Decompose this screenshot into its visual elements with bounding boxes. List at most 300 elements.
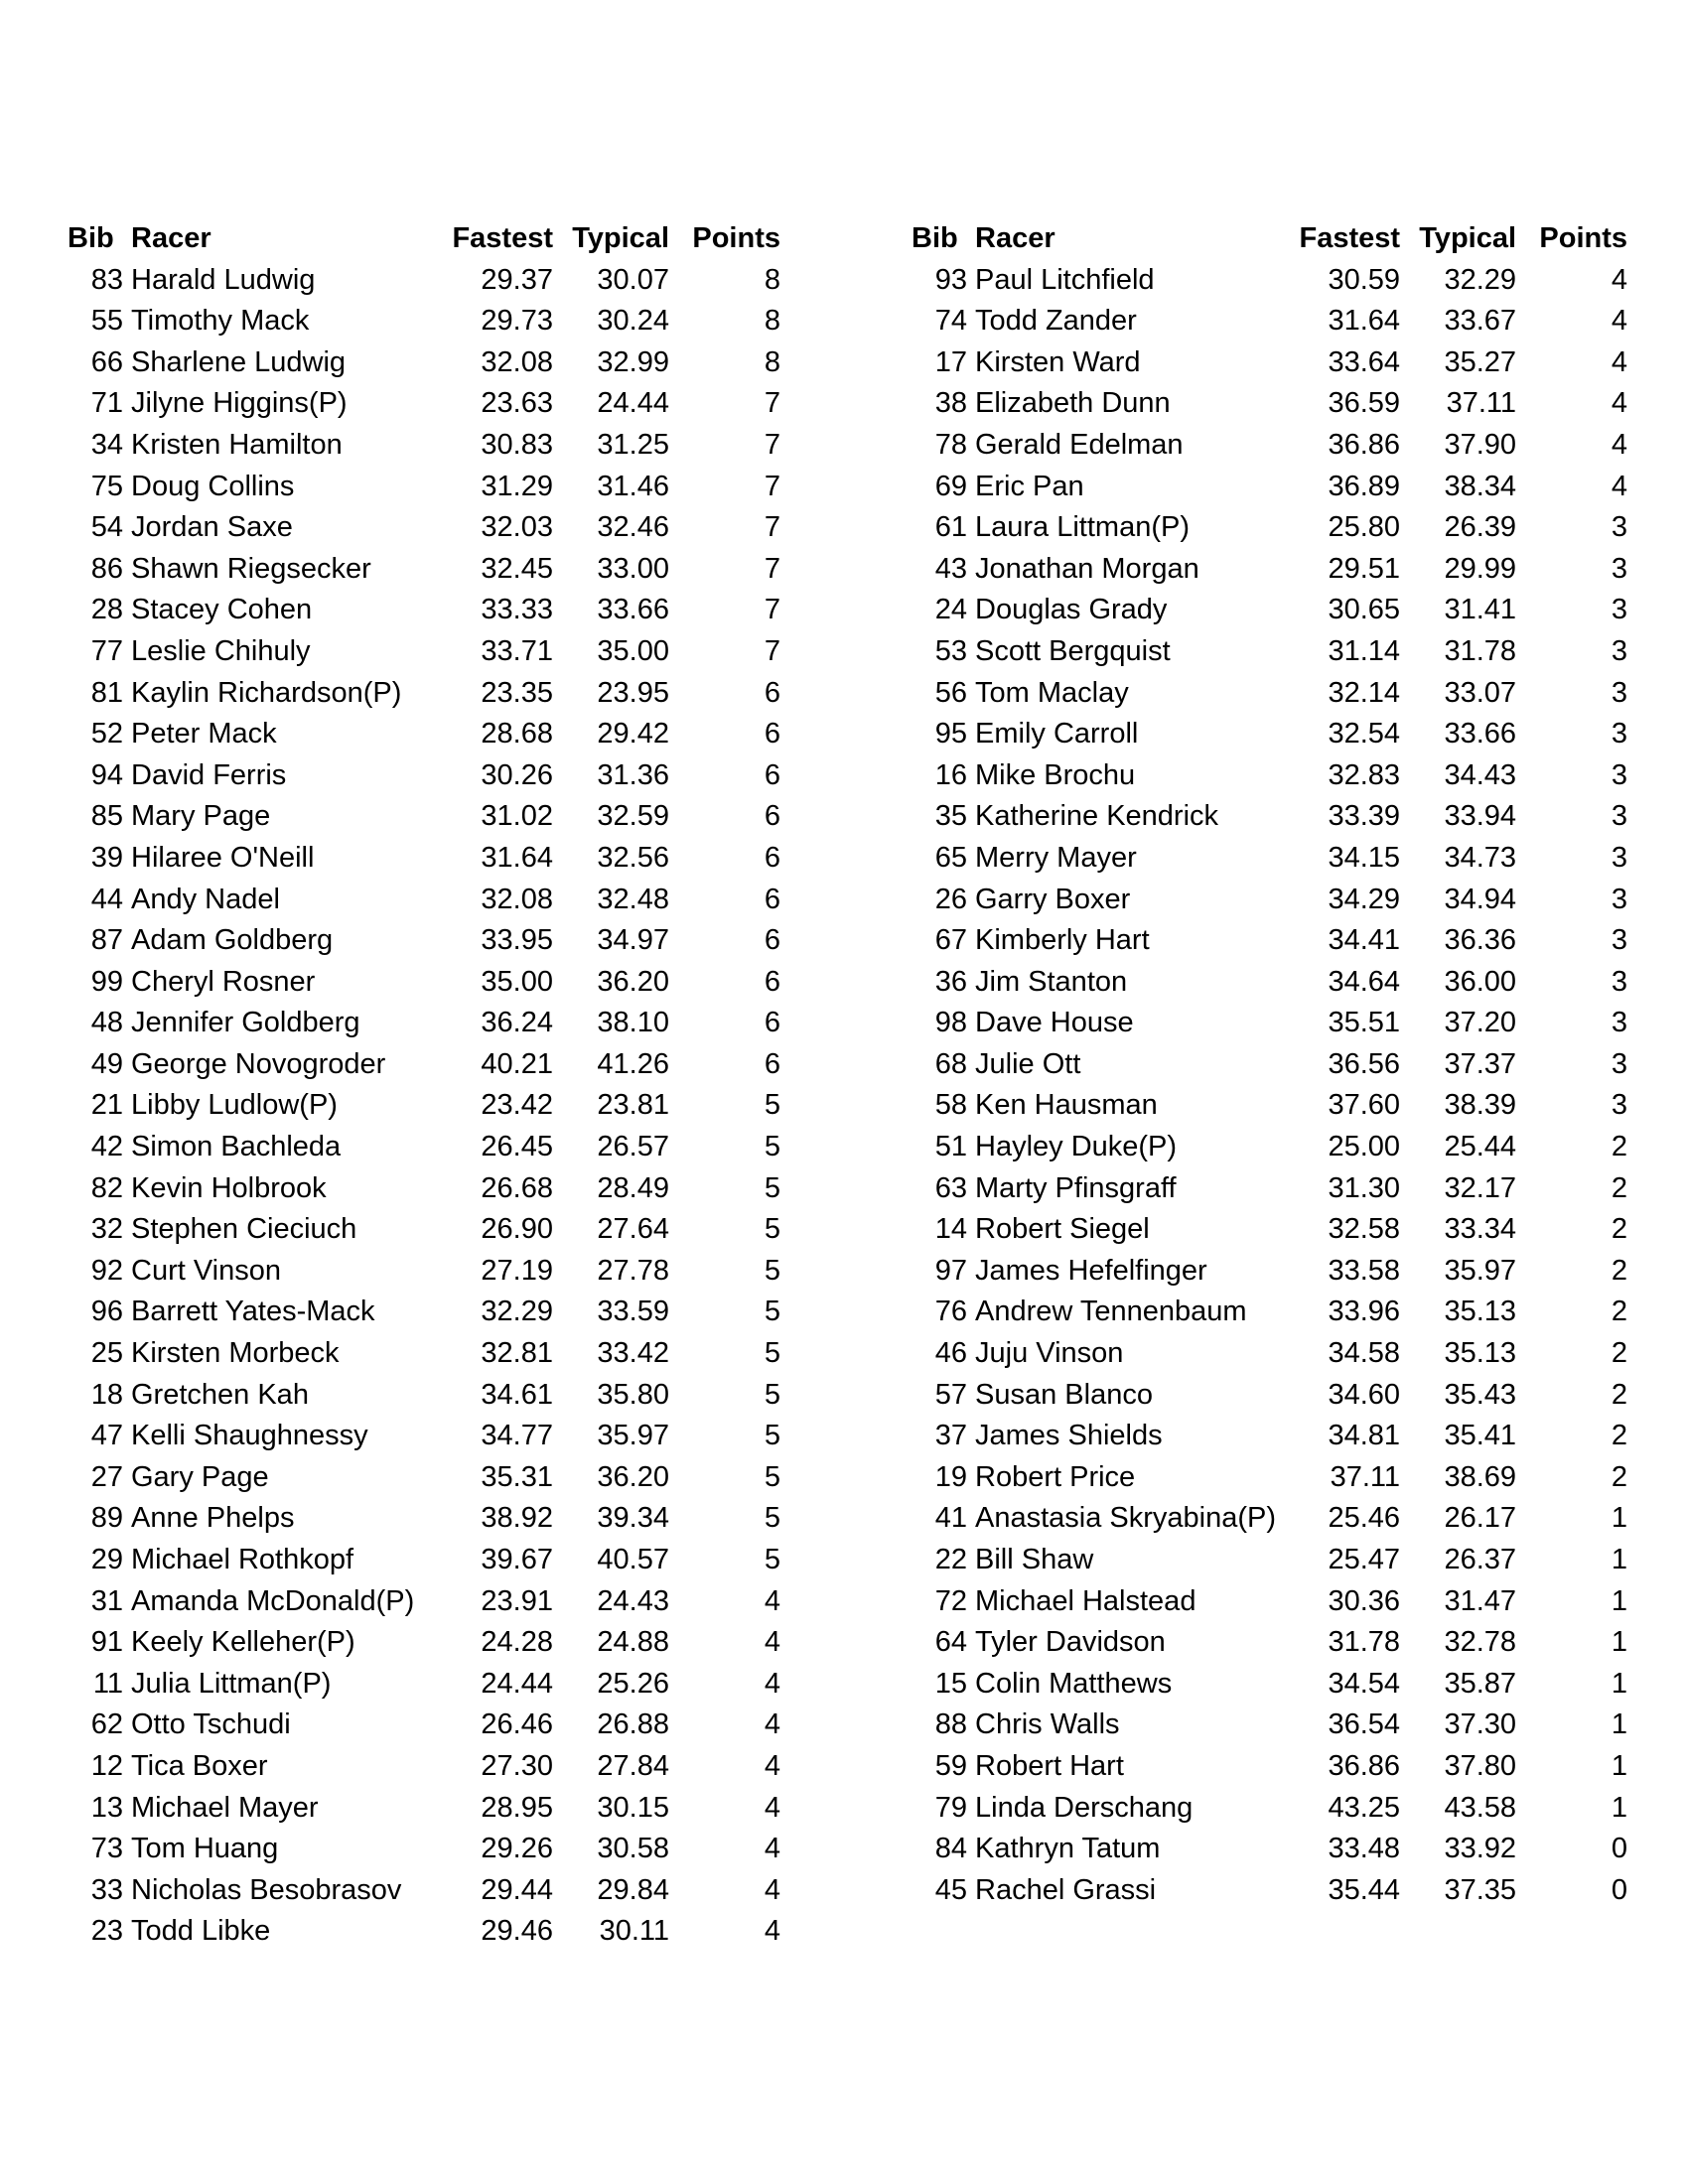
table-row	[912, 301, 1627, 342]
cell-fastest: 26.68	[481, 1171, 553, 1204]
cell-points: 5	[764, 1502, 780, 1535]
cell-racer: Kirsten Ward	[975, 345, 1141, 378]
header-points: Points	[1539, 222, 1628, 254]
table-row	[912, 880, 1627, 921]
cell-points: 4	[1611, 263, 1628, 296]
cell-typical: 32.78	[1444, 1626, 1517, 1659]
cell-points: 4	[764, 1873, 780, 1906]
cell-racer: Robert Price	[975, 1460, 1136, 1493]
cell-typical: 34.97	[597, 924, 669, 957]
cell-fastest: 31.30	[1328, 1171, 1401, 1204]
cell-points: 5	[764, 1337, 780, 1370]
cell-points: 4	[764, 1584, 780, 1617]
cell-typical: 36.36	[1444, 924, 1517, 957]
cell-fastest: 24.28	[481, 1626, 553, 1659]
cell-fastest: 34.77	[481, 1420, 553, 1452]
cell-fastest: 32.08	[481, 345, 553, 378]
cell-typical: 39.34	[597, 1502, 669, 1535]
cell-fastest: 23.35	[481, 676, 553, 709]
cell-racer: Gary Page	[131, 1460, 269, 1493]
table-row	[68, 1870, 780, 1912]
cell-fastest: 30.59	[1328, 263, 1401, 296]
cell-typical: 24.43	[597, 1584, 669, 1617]
cell-bib: 39	[90, 841, 123, 874]
cell-racer: Amanda McDonald(P)	[131, 1584, 415, 1617]
cell-bib: 79	[934, 1791, 967, 1824]
cell-bib: 14	[934, 1213, 967, 1246]
table-row	[912, 1292, 1627, 1333]
cell-bib: 55	[90, 305, 123, 338]
table-row	[68, 755, 780, 797]
table-row	[68, 1292, 780, 1333]
table-row	[68, 1127, 780, 1168]
table-row	[912, 425, 1627, 467]
cell-racer: Kirsten Morbeck	[131, 1337, 340, 1370]
header-racer: Racer	[975, 222, 1055, 254]
cell-fastest: 34.60	[1328, 1378, 1401, 1411]
cell-typical: 37.11	[1446, 387, 1517, 420]
cell-racer: Colin Matthews	[975, 1667, 1173, 1700]
cell-racer: Stacey Cohen	[131, 594, 313, 626]
cell-bib: 95	[934, 718, 967, 751]
cell-bib: 28	[90, 594, 123, 626]
cell-fastest: 39.67	[481, 1544, 553, 1575]
cell-fastest: 29.73	[481, 305, 553, 338]
cell-bib: 25	[90, 1337, 123, 1370]
cell-typical: 33.34	[1444, 1213, 1517, 1246]
cell-typical: 32.17	[1444, 1171, 1517, 1204]
cell-bib: 61	[934, 511, 967, 544]
table-row	[912, 755, 1627, 797]
cell-typical: 33.66	[597, 594, 669, 626]
cell-bib: 85	[90, 800, 123, 833]
table-row	[68, 1746, 780, 1788]
cell-fastest: 34.41	[1328, 924, 1401, 957]
cell-racer: Ken Hausman	[975, 1089, 1158, 1122]
cell-typical: 41.26	[597, 1047, 669, 1080]
cell-points: 4	[1611, 305, 1628, 338]
cell-points: 2	[1611, 1296, 1628, 1328]
cell-racer: Kathryn Tatum	[975, 1833, 1161, 1865]
cell-racer: Marty Pfinsgraff	[975, 1171, 1177, 1204]
cell-fastest: 31.02	[481, 800, 553, 833]
cell-racer: Robert Hart	[975, 1749, 1124, 1782]
cell-racer: Mary Page	[131, 800, 271, 833]
cell-points: 3	[1611, 924, 1628, 957]
cell-fastest: 36.56	[1328, 1047, 1401, 1080]
cell-points: 4	[764, 1667, 780, 1700]
cell-points: 5	[764, 1213, 780, 1246]
cell-fastest: 28.95	[481, 1791, 553, 1824]
cell-bib: 75	[90, 470, 123, 502]
cell-racer: Robert Siegel	[975, 1213, 1150, 1246]
cell-fastest: 34.81	[1328, 1420, 1401, 1452]
cell-points: 3	[1611, 1047, 1628, 1080]
cell-fastest: 23.42	[481, 1089, 553, 1122]
table-row	[68, 1581, 780, 1623]
cell-fastest: 25.47	[1328, 1544, 1401, 1575]
cell-typical: 33.67	[1444, 305, 1517, 338]
cell-fastest: 33.33	[481, 594, 553, 626]
cell-bib: 62	[90, 1708, 123, 1741]
cell-racer: Rachel Grassi	[975, 1873, 1157, 1906]
cell-bib: 78	[934, 428, 967, 461]
cell-bib: 91	[90, 1626, 123, 1659]
cell-typical: 30.24	[597, 305, 669, 338]
cell-racer: Kevin Holbrook	[131, 1171, 327, 1204]
table-row	[68, 425, 780, 467]
cell-bib: 32	[90, 1213, 123, 1246]
cell-fastest: 32.54	[1328, 718, 1401, 751]
table-row	[912, 1664, 1627, 1706]
table-row	[68, 342, 780, 384]
cell-racer: Eric Pan	[975, 470, 1084, 502]
cell-bib: 36	[934, 965, 967, 998]
cell-fastest: 31.64	[1328, 305, 1401, 338]
cell-typical: 36.00	[1444, 965, 1517, 998]
cell-racer: Sharlene Ludwig	[131, 345, 347, 378]
table-row	[68, 1003, 780, 1044]
header-typical: Typical	[572, 222, 669, 254]
cell-bib: 26	[934, 883, 967, 915]
cell-racer: Tom Maclay	[975, 676, 1129, 709]
cell-points: 3	[1611, 676, 1628, 709]
cell-fastest: 30.36	[1328, 1584, 1401, 1617]
cell-fastest: 32.45	[481, 552, 553, 585]
table-row	[912, 1375, 1627, 1417]
cell-fastest: 31.14	[1328, 634, 1401, 667]
cell-fastest: 33.48	[1328, 1833, 1401, 1865]
cell-typical: 35.97	[597, 1420, 669, 1452]
cell-points: 6	[764, 676, 780, 709]
table-row	[68, 838, 780, 880]
cell-racer: Laura Littman(P)	[975, 511, 1190, 544]
cell-points: 6	[764, 1047, 780, 1080]
cell-typical: 34.94	[1444, 883, 1517, 915]
cell-racer: Keely Kelleher(P)	[131, 1626, 355, 1659]
cell-points: 7	[764, 634, 780, 667]
table-row	[912, 920, 1627, 962]
cell-points: 2	[1611, 1213, 1628, 1246]
cell-fastest: 34.58	[1328, 1337, 1401, 1370]
cell-typical: 26.37	[1444, 1544, 1517, 1575]
cell-bib: 35	[934, 800, 967, 833]
cell-fastest: 28.68	[481, 718, 553, 751]
cell-bib: 24	[934, 594, 967, 626]
cell-points: 4	[764, 1708, 780, 1741]
cell-racer: Hilaree O'Neill	[131, 841, 315, 874]
cell-points: 4	[1611, 428, 1628, 461]
cell-points: 2	[1611, 1254, 1628, 1287]
cell-racer: Merry Mayer	[975, 841, 1137, 874]
cell-racer: Doug Collins	[131, 470, 295, 502]
cell-typical: 26.88	[597, 1708, 669, 1741]
cell-typical: 33.92	[1444, 1833, 1517, 1865]
cell-points: 2	[1611, 1378, 1628, 1411]
cell-points: 3	[1611, 1007, 1628, 1039]
cell-typical: 24.44	[597, 387, 669, 420]
cell-racer: Curt Vinson	[131, 1254, 281, 1287]
table-row	[912, 1746, 1627, 1788]
cell-bib: 11	[92, 1667, 123, 1700]
cell-points: 3	[1611, 594, 1628, 626]
cell-fastest: 31.64	[481, 841, 553, 874]
cell-fastest: 23.63	[481, 387, 553, 420]
cell-typical: 37.37	[1444, 1047, 1517, 1080]
cell-bib: 82	[90, 1171, 123, 1204]
cell-fastest: 24.44	[481, 1667, 553, 1700]
cell-fastest: 32.14	[1328, 676, 1401, 709]
cell-bib: 33	[90, 1873, 123, 1906]
cell-typical: 33.94	[1444, 800, 1517, 833]
cell-typical: 31.47	[1444, 1584, 1517, 1617]
cell-typical: 26.17	[1444, 1502, 1517, 1535]
cell-typical: 25.44	[1444, 1131, 1517, 1163]
cell-points: 6	[764, 1007, 780, 1039]
cell-typical: 26.39	[1444, 511, 1517, 544]
cell-bib: 87	[90, 924, 123, 957]
cell-points: 1	[1611, 1584, 1628, 1617]
cell-typical: 32.59	[597, 800, 669, 833]
table-row	[68, 507, 780, 549]
table-row	[68, 301, 780, 342]
cell-bib: 59	[934, 1749, 967, 1782]
cell-bib: 43	[934, 552, 967, 585]
cell-points: 6	[764, 800, 780, 833]
cell-typical: 43.58	[1444, 1791, 1517, 1824]
cell-points: 1	[1611, 1667, 1628, 1700]
cell-points: 7	[764, 552, 780, 585]
table-row	[912, 549, 1627, 591]
cell-points: 5	[764, 1171, 780, 1204]
header-bib: Bib	[912, 222, 958, 254]
cell-fastest: 29.26	[481, 1833, 553, 1865]
cell-fastest: 40.21	[481, 1047, 553, 1080]
table-row	[912, 1498, 1627, 1540]
cell-typical: 30.07	[597, 263, 669, 296]
cell-points: 2	[1611, 1131, 1628, 1163]
cell-racer: Kimberly Hart	[975, 924, 1150, 957]
table-row	[68, 1416, 780, 1457]
table-row	[68, 549, 780, 591]
cell-bib: 58	[934, 1089, 967, 1122]
cell-bib: 42	[90, 1131, 123, 1163]
cell-bib: 34	[90, 428, 123, 461]
cell-fastest: 32.81	[481, 1337, 553, 1370]
cell-bib: 23	[90, 1915, 123, 1948]
cell-points: 5	[764, 1296, 780, 1328]
cell-typical: 33.00	[597, 552, 669, 585]
table-row	[912, 1705, 1627, 1746]
cell-fastest: 25.80	[1328, 511, 1401, 544]
cell-points: 5	[764, 1089, 780, 1122]
table-row	[68, 714, 780, 755]
cell-bib: 47	[90, 1420, 123, 1452]
cell-fastest: 29.51	[1328, 552, 1401, 585]
table-row	[912, 962, 1627, 1004]
cell-typical: 35.43	[1444, 1378, 1517, 1411]
cell-points: 5	[764, 1460, 780, 1493]
cell-fastest: 36.86	[1328, 1749, 1401, 1782]
cell-fastest: 29.37	[481, 263, 553, 296]
cell-typical: 33.42	[597, 1337, 669, 1370]
cell-racer: Kristen Hamilton	[131, 428, 343, 461]
cell-points: 4	[764, 1833, 780, 1865]
cell-typical: 35.27	[1444, 345, 1517, 378]
cell-typical: 32.56	[597, 841, 669, 874]
cell-fastest: 32.03	[481, 511, 553, 544]
cell-racer: Jim Stanton	[975, 965, 1128, 998]
table-row	[912, 796, 1627, 838]
header-fastest: Fastest	[452, 222, 553, 254]
cell-typical: 37.90	[1444, 428, 1517, 461]
cell-racer: Dave House	[975, 1007, 1134, 1039]
cell-points: 3	[1611, 841, 1628, 874]
cell-bib: 72	[934, 1584, 967, 1617]
results-table-right	[912, 218, 1627, 1911]
cell-points: 3	[1611, 1089, 1628, 1122]
table-row	[68, 1333, 780, 1375]
cell-bib: 53	[934, 634, 967, 667]
cell-bib: 99	[90, 965, 123, 998]
table-header-row	[912, 218, 1627, 260]
cell-points: 2	[1611, 1171, 1628, 1204]
cell-bib: 81	[90, 676, 123, 709]
cell-points: 6	[764, 965, 780, 998]
cell-typical: 37.80	[1444, 1749, 1517, 1782]
cell-typical: 33.59	[597, 1296, 669, 1328]
cell-points: 3	[1611, 800, 1628, 833]
cell-bib: 76	[934, 1296, 967, 1328]
table-row	[68, 1085, 780, 1127]
cell-points: 3	[1611, 965, 1628, 998]
cell-typical: 29.42	[597, 718, 669, 751]
cell-typical: 35.87	[1444, 1667, 1517, 1700]
table-row	[912, 342, 1627, 384]
cell-racer: Adam Goldberg	[131, 924, 334, 957]
cell-bib: 51	[934, 1131, 967, 1163]
cell-racer: Todd Zander	[975, 305, 1137, 338]
cell-bib: 16	[934, 758, 967, 791]
cell-typical: 36.20	[597, 1460, 669, 1493]
cell-racer: Gerald Edelman	[975, 428, 1184, 461]
table-row	[912, 1622, 1627, 1664]
cell-bib: 56	[934, 676, 967, 709]
cell-fastest: 33.39	[1328, 800, 1401, 833]
cell-typical: 25.26	[597, 1667, 669, 1700]
cell-racer: Anne Phelps	[131, 1502, 295, 1535]
table-row	[68, 1622, 780, 1664]
cell-points: 2	[1611, 1337, 1628, 1370]
cell-bib: 92	[90, 1254, 123, 1287]
cell-bib: 73	[90, 1833, 123, 1865]
cell-points: 7	[764, 511, 780, 544]
cell-racer: Emily Carroll	[975, 718, 1139, 751]
cell-racer: Andy Nadel	[131, 883, 280, 915]
cell-fastest: 32.29	[481, 1296, 553, 1328]
cell-racer: Stephen Cieciuch	[131, 1213, 357, 1246]
table-row	[68, 1540, 780, 1581]
cell-bib: 88	[934, 1708, 967, 1741]
cell-typical: 30.58	[597, 1833, 669, 1865]
cell-typical: 37.35	[1444, 1873, 1517, 1906]
table-row	[68, 383, 780, 425]
cell-bib: 98	[934, 1007, 967, 1039]
cell-fastest: 33.95	[481, 924, 553, 957]
table-row	[68, 1498, 780, 1540]
cell-points: 8	[764, 263, 780, 296]
results-table-left	[68, 218, 780, 1953]
table-row	[912, 507, 1627, 549]
cell-racer: Jennifer Goldberg	[131, 1007, 360, 1039]
cell-typical: 38.69	[1444, 1460, 1517, 1493]
cell-bib: 77	[90, 634, 123, 667]
cell-racer: Leslie Chihuly	[131, 634, 311, 667]
cell-racer: Kelli Shaughnessy	[131, 1420, 368, 1452]
cell-bib: 22	[934, 1544, 967, 1575]
table-row	[912, 1540, 1627, 1581]
cell-points: 8	[764, 305, 780, 338]
cell-fastest: 33.71	[481, 634, 553, 667]
cell-fastest: 36.24	[481, 1007, 553, 1039]
cell-typical: 34.73	[1444, 841, 1517, 874]
cell-racer: Bill Shaw	[975, 1544, 1094, 1575]
cell-racer: Anastasia Skryabina(P)	[975, 1502, 1277, 1535]
cell-fastest: 36.89	[1328, 470, 1401, 502]
cell-points: 1	[1611, 1544, 1628, 1575]
cell-typical: 27.84	[597, 1749, 669, 1782]
cell-typical: 24.88	[597, 1626, 669, 1659]
table-row	[68, 1829, 780, 1870]
cell-racer: David Ferris	[131, 758, 287, 791]
cell-typical: 28.49	[597, 1171, 669, 1204]
cell-racer: Tom Huang	[131, 1833, 279, 1865]
cell-bib: 31	[90, 1584, 123, 1617]
cell-bib: 52	[90, 718, 123, 751]
cell-bib: 69	[934, 470, 967, 502]
cell-racer: Julia Littman(P)	[131, 1667, 332, 1700]
cell-fastest: 34.29	[1328, 883, 1401, 915]
cell-fastest: 35.44	[1328, 1873, 1401, 1906]
table-row	[68, 796, 780, 838]
cell-fastest: 26.90	[481, 1213, 553, 1246]
table-row	[68, 880, 780, 921]
table-row	[912, 1581, 1627, 1623]
cell-typical: 29.84	[597, 1873, 669, 1906]
cell-fastest: 32.58	[1328, 1213, 1401, 1246]
cell-fastest: 33.96	[1328, 1296, 1401, 1328]
cell-typical: 32.99	[597, 345, 669, 378]
cell-racer: Jonathan Morgan	[975, 552, 1199, 585]
cell-bib: 63	[934, 1171, 967, 1204]
cell-racer: George Novogroder	[131, 1047, 386, 1080]
cell-points: 3	[1611, 511, 1628, 544]
table-row	[68, 1705, 780, 1746]
cell-points: 0	[1611, 1833, 1628, 1865]
cell-typical: 31.36	[597, 758, 669, 791]
cell-fastest: 34.61	[481, 1378, 553, 1411]
cell-points: 4	[764, 1791, 780, 1824]
cell-racer: Barrett Yates-Mack	[131, 1296, 375, 1328]
cell-typical: 27.78	[597, 1254, 669, 1287]
cell-bib: 46	[934, 1337, 967, 1370]
cell-fastest: 23.91	[481, 1584, 553, 1617]
cell-typical: 26.57	[597, 1131, 669, 1163]
cell-typical: 33.66	[1444, 718, 1517, 751]
table-row	[912, 1788, 1627, 1830]
cell-racer: Michael Mayer	[131, 1791, 319, 1824]
cell-points: 6	[764, 924, 780, 957]
